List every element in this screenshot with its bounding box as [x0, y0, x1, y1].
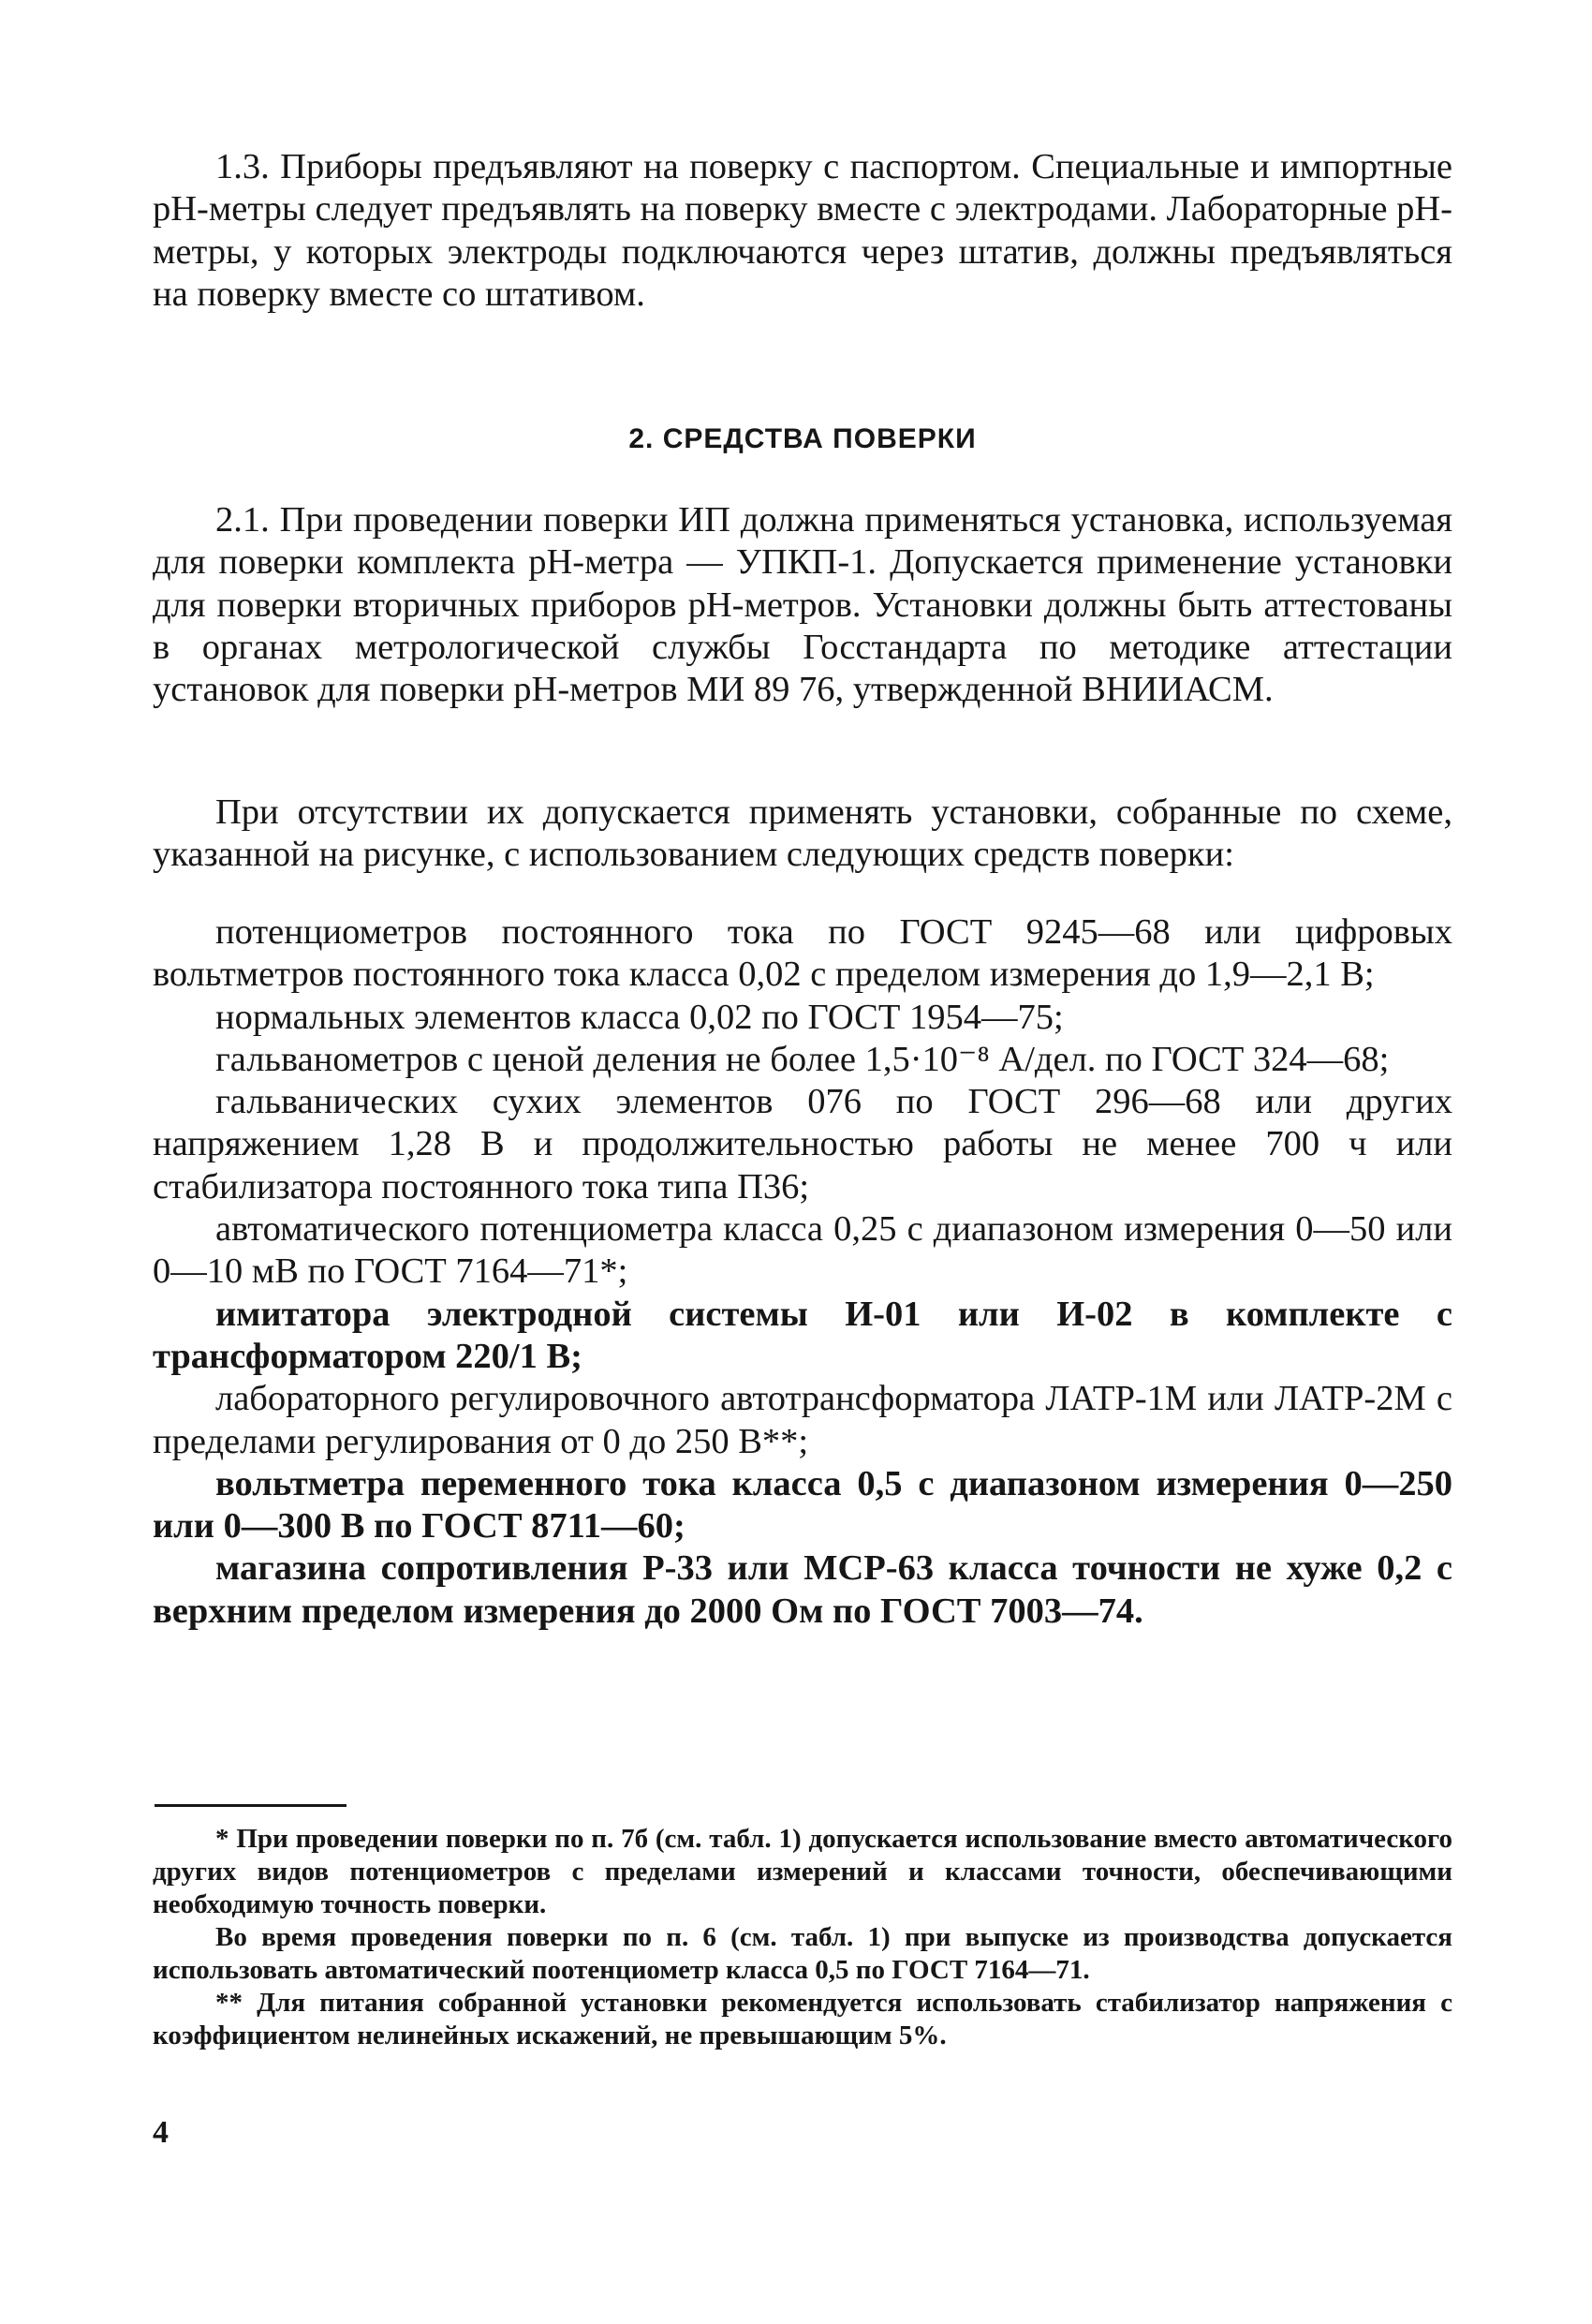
paragraph-absent-equipment: При отсутствии их допускается применять установки, собранные по схеме, указанной на рисунке, с использованием следующих средств поверки: [153, 792, 1452, 875]
section-heading: 2. СРЕДСТВА ПОВЕРКИ [628, 423, 977, 454]
list-item: магазина сопротивления Р-33 или МСР-63 класса точности не хуже 0,2 с верхним пределом измерения до 2000 Ом по ГОСТ 7003—74. [153, 1548, 1452, 1631]
list-item: гальванометров с ценой деления не более 1,5·10⁻⁸ А/дел. по ГОСТ 324—68; [215, 1039, 1390, 1079]
footnote-divider [155, 1804, 346, 1807]
paragraph-2-1: 2.1. При проведении поверки ИП должна применяться установка, используемая для поверки комплекта pH-метра — УПКП-1. Допускается применение установки для поверки вторичных приборов pH-метров. Установки должны быть аттестованы в органах метрологической службы Госстандарта по методике аттестации установок для поверки pH-метров МИ 89 76, утвержденной ВНИИАСМ. [153, 500, 1452, 710]
list-item: лабораторного регулировочного автотрансформатора ЛАТР-1М или ЛАТР-2М с пределами регулирования от 0 до 250 В**; [153, 1379, 1452, 1461]
list-item: потенциометров постоянного тока по ГОСТ 9245—68 или цифровых вольтметров постоянного тока класса 0,02 с пределом измерения до 1,9—2,1 В; [153, 912, 1452, 995]
list-item: вольтметра переменного тока класса 0,5 с диапазоном измерения 0—250 или 0—300 В по ГОСТ 8711—60; [153, 1463, 1452, 1547]
footnote: * При проведении поверки по п. 7б (см. табл. 1) допускается использование вместо автоматического других видов потенциометров с пределами измерений и классами точности, обеспечивающими необходимую точность поверки. [153, 1824, 1452, 1919]
footnote: ** Для питания собранной установки рекомендуется использовать стабилизатор напряжения с коэффициентом нелинейных искажений, не превышающим 5%. [153, 1988, 1452, 2050]
list-item: гальванических сухих элементов 076 по ГОСТ 296—68 или других напряжением 1,28 В и продолжительностью работы не менее 700 ч или стабилизатора постоянного тока типа П36; [153, 1082, 1452, 1206]
equipment-list [153, 911, 1452, 1633]
list-item: имитатора электродной системы И-01 или И-02 в комплекте с трансформатором 220/1 В; [153, 1294, 1452, 1376]
footnote: Во время проведения поверки по п. 6 (см. табл. 1) при выпуске из производства допускается использовать автоматический поотенциометр класса 0,5 по ГОСТ 7164—71. [153, 1922, 1452, 1985]
footnotes [153, 1823, 1452, 2052]
paragraph-1-3: 1.3. Приборы предъявляют на поверку с паспортом. Специальные и импортные pH-метры следует предъявлять на поверку вместе с электродами. Лабораторные pH-метры, у которых электроды подключаются через штатив, должны предъявляться на поверку вместе со штативом. [153, 147, 1452, 314]
page-number: 4 [153, 2115, 169, 2150]
list-item: автоматического потенциометра класса 0,25 с диапазоном измерения 0—50 или 0—10 мВ по ГОСТ 7164—71*; [153, 1209, 1452, 1292]
list-item: нормальных элементов класса 0,02 по ГОСТ 1954—75; [215, 997, 1064, 1037]
